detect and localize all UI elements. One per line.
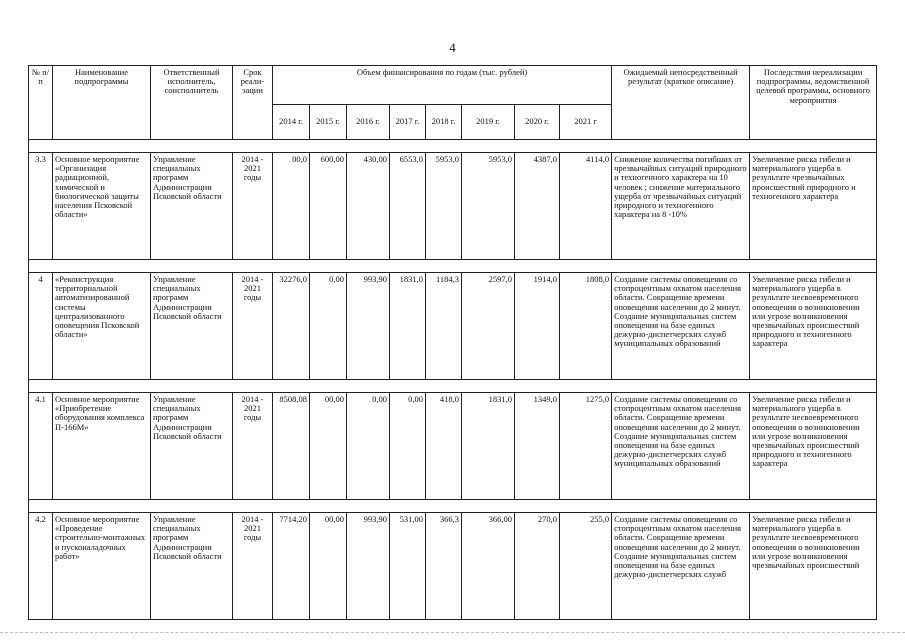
financing-table [28,65,877,620]
table-header-row [29,66,877,105]
cell-name: Основное мероприятие «Организация радиационной, химической и биологической защиты населения Псковской области» [53,153,151,260]
col-header-year: 2020 г. [515,105,560,140]
col-header-year: 2018 г. [426,105,462,140]
col-header-financing: Объем финансирования по годам (тыс. рублей) [273,66,612,105]
cell-value: 00,00 [310,513,347,620]
cell-value: 531,00 [390,513,426,620]
cell-result: Создание системы оповещения со стопроцентным охватом населения области. Сокращение времени оповещения населения до 2 минут. Создание муниципальных систем оповещения на базе единых дежурно-диспетчерских служб [612,513,750,620]
row-separator [29,380,877,393]
cell-value: 366,3 [426,513,462,620]
page-number: 4 [449,40,456,55]
table-row [29,153,877,260]
cell-consequences: Увеличение риска гибели и материального ущерба в результате несвоевременного оповещения о возникновении или угрозе возникновения чрезвычайных происшествий природного и техногенного характера [750,393,877,500]
cell-consequences: Увеличение риска гибели и материального ущерба в результате несвоевременного оповещения о возникновении или угрозе возникновения чрезвычайных происшествий [750,513,877,620]
cell-value: 00,00 [310,393,347,500]
cell-value: 430,00 [347,153,390,260]
col-header-year: 2015 г. [310,105,347,140]
cell-term: 2014 - 2021 годы [233,393,273,500]
cell-term: 2014 - 2021 годы [233,153,273,260]
col-header-year: 2019 г. [462,105,515,140]
cell-executor: Управление специальных программ Администрации Псковской области [151,513,233,620]
col-header-executor: Ответственный исполнитель, соисполнитель [151,66,233,140]
cell-num: 4 [29,273,53,380]
cell-value: 8508,08 [273,393,310,500]
cell-value: 0,00 [347,393,390,500]
row-separator [29,140,877,153]
cell-value: 0,00 [390,393,426,500]
cell-value: 1349,0 [515,393,560,500]
col-header-year: 2014 г. [273,105,310,140]
cell-value: 255,0 [560,513,612,620]
cell-value: 1831,0 [462,393,515,500]
cell-term: 2014 - 2021 годы [233,513,273,620]
cell-executor: Управление специальных программ Администрации Псковской области [151,273,233,380]
cell-num: 4.1 [29,393,53,500]
cell-name: Основное мероприятие «Проведение строительно-монтажных и пусконаладочных работ» [53,513,151,620]
cell-result: Создание системы оповещения со стопроцентным охватом населения области. Сокращение времени оповещения населения до 2 минут. Создание муниципальных систем оповещения на базе единых дежурно-диспетчерских служб муниципальных образований [612,273,750,380]
cell-value: 6553,0 [390,153,426,260]
cell-term: 2014 - 2021 годы [233,273,273,380]
cell-value: 5953,0 [462,153,515,260]
col-header-result: Ожидаемый непосредственный результат (краткое описание) [612,66,750,140]
cell-value: 366,00 [462,513,515,620]
cell-result: Снижение количества погибших от чрезвычайных ситуаций природного и техногенного характера на 10 человек ; снижение материального ущерба от чрезвычайных ситуаций природного и техногенного характера на 8 -10% [612,153,750,260]
cell-num: 3.3 [29,153,53,260]
row-separator [29,500,877,513]
page-bottom-edge [0,632,905,633]
col-header-consequences: Последствия нереализации подпрограммы, ведомственной целевой программы, основного мероприятия [750,66,877,140]
cell-name: «Реконструкция территориальной автоматизированной системы централизованного оповещения Псковской области» [53,273,151,380]
cell-result: Создание системы оповещения со стопроцентным охватом населения области. Сокращение времени оповещения населения до 2 минут. Создание муниципальных систем оповещения на базе единых дежурно-диспетчерских служб муниципальных образований [612,393,750,500]
cell-value: 1831,0 [390,273,426,380]
table-row [29,513,877,620]
cell-executor: Управление специальных программ Администрации Псковской области [151,153,233,260]
cell-value: 7714,20 [273,513,310,620]
cell-value: 4387,0 [515,153,560,260]
cell-value: 32276,0 [273,273,310,380]
col-header-year: 2017 г. [390,105,426,140]
cell-value: 1184,3 [426,273,462,380]
col-header-num: № п/п [29,66,53,140]
cell-value: 418,0 [426,393,462,500]
cell-value: 993,90 [347,513,390,620]
cell-value: 2597,0 [462,273,515,380]
col-header-year: 2021 г [560,105,612,140]
table-row [29,273,877,380]
cell-value: 4114,0 [560,153,612,260]
row-separator [29,260,877,273]
cell-num: 4.2 [29,513,53,620]
col-header-term: Срок реали-зации [233,66,273,140]
cell-name: Основное мероприятие «Приобретение оборудования комплекса П-166М» [53,393,151,500]
cell-value: 00,0 [273,153,310,260]
cell-value: 270,0 [515,513,560,620]
cell-value: 1808,0 [560,273,612,380]
col-header-name: Наименование подпрограммы [53,66,151,140]
col-header-year: 2016 г. [347,105,390,140]
cell-consequences: Увеличение риска гибели и материального ущерба в результате несвоевременного оповещения о возникновении или угрозе возникновения чрезвычайных происшествий природного и техногенного характера [750,273,877,380]
cell-executor: Управление специальных программ Администрации Псковской области [151,393,233,500]
cell-consequences: Увеличение риска гибели и материального ущерба в результате чрезвычайных происшествий природного и техногенного характера [750,153,877,260]
cell-value: 0,00 [310,273,347,380]
cell-value: 1275,0 [560,393,612,500]
cell-value: 5953,0 [426,153,462,260]
table-row [29,393,877,500]
cell-value: 600,00 [310,153,347,260]
cell-value: 1914,0 [515,273,560,380]
cell-value: 993,90 [347,273,390,380]
